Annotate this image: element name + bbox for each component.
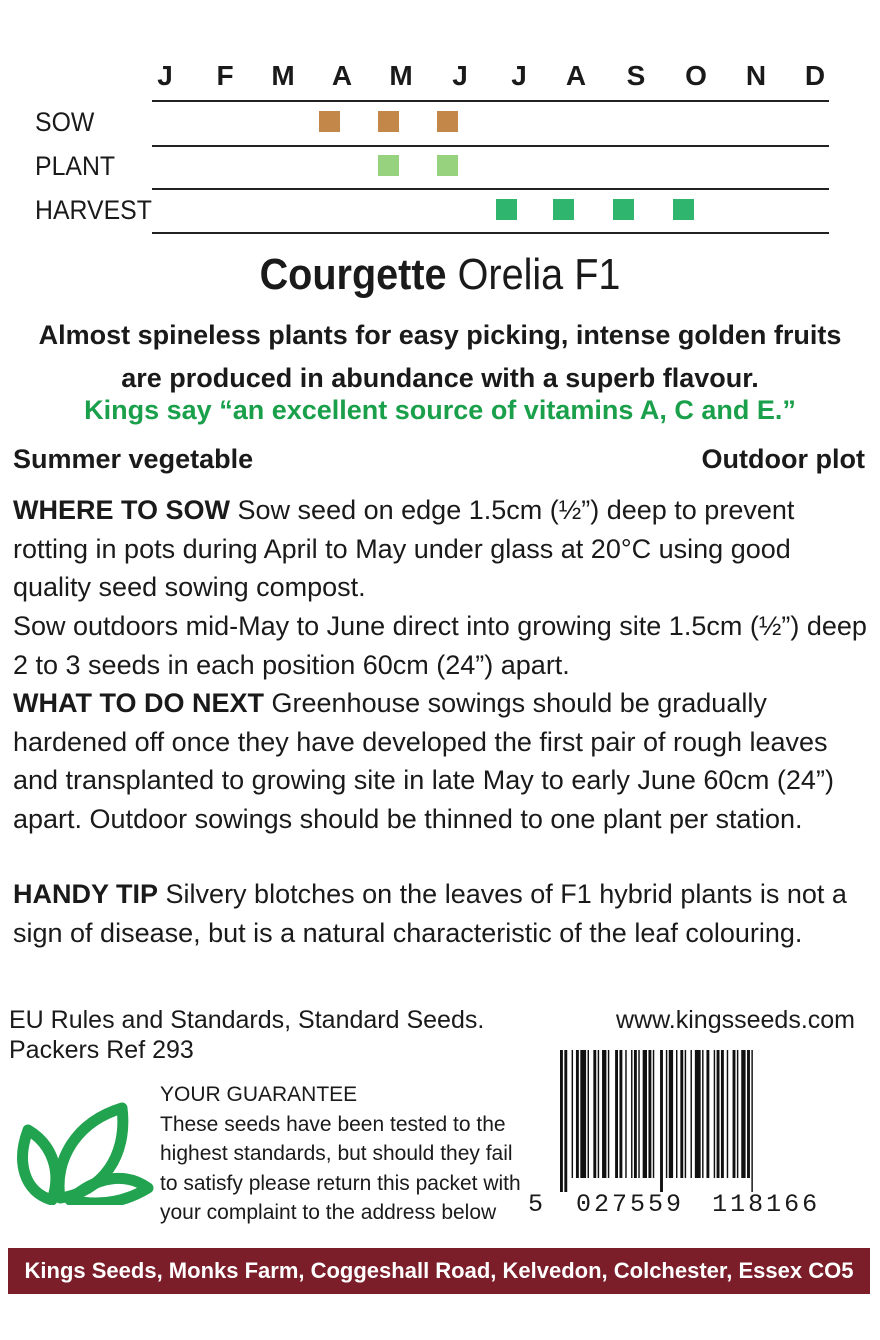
barcode-bar [602, 1050, 606, 1178]
handy-tip [13, 875, 873, 952]
month-label: A [565, 60, 587, 91]
barcode-bar [638, 1050, 639, 1178]
barcode-bar [588, 1050, 589, 1178]
barcode [560, 1050, 862, 1192]
month-label: N [745, 60, 767, 91]
where-text: Sow seed on edge 1.5cm (½”) deep to prevent rotting in pots during April to May under glass at 20°C using good quality seed sowing compost. [13, 495, 795, 602]
barcode-bar [660, 1050, 663, 1192]
barcode-bar [691, 1050, 692, 1178]
barcode-bar [685, 1050, 686, 1178]
product-name-variety: Orelia F1 [457, 250, 621, 299]
next-text: Greenhouse sowings should be gradually hardened off once they have developed the first pair of rough leaves and transplanted to growing site in late May to early June 60cm (24”) apart. Outdoor sowings should be thinned to one plant per station. [13, 688, 834, 834]
month-label: A [331, 60, 353, 91]
category-right: Outdoor plot [701, 444, 865, 474]
calendar-divider [152, 100, 829, 102]
where-heading: WHERE TO SOW [13, 495, 231, 525]
calendar-cell-harvest [553, 199, 574, 220]
packers-ref: Packers Ref 293 [9, 1036, 194, 1064]
month-label: M [271, 60, 295, 91]
product-name-bold: Courgette [259, 250, 447, 299]
barcode-bar [653, 1050, 654, 1178]
barcode-bar [666, 1050, 667, 1178]
barcode-bar [634, 1050, 637, 1178]
barcode-bar [717, 1050, 720, 1178]
barcode-bar [714, 1050, 715, 1178]
barcode-group-1: 027559 [576, 1190, 685, 1219]
website: www.kingsseeds.com [616, 1006, 855, 1034]
barcode-bar [619, 1050, 622, 1178]
barcode-bar [631, 1050, 632, 1178]
barcode-bar [615, 1050, 618, 1178]
month-label: J [452, 60, 468, 91]
guarantee-text: These seeds have been tested to the highest standards, but should they fail to satisfy please return this packet with your complaint to the address below [160, 1112, 521, 1224]
what-to-do-next [13, 684, 873, 838]
month-label: S [626, 60, 646, 91]
calendar-cell-harvest [613, 199, 634, 220]
tip-text: Silvery blotches on the leaves of F1 hybrid plants is not a sign of disease, but is a natural characteristic of the leaf colouring. [13, 879, 847, 948]
next-heading: WHAT TO DO NEXT [13, 688, 264, 718]
barcode-bar [608, 1050, 609, 1178]
calendar-divider [152, 232, 829, 234]
calendar-cell-harvest [496, 199, 517, 220]
barcode-bar [727, 1050, 728, 1178]
month-label: J [511, 60, 527, 91]
barcode-bar [721, 1050, 724, 1178]
outdoor-sowing: Sow outdoors mid-May to June direct into growing site 1.5cm (½”) deep 2 to 3 seeds in each position 60cm (24”) apart. [13, 611, 867, 680]
barcode-bar [648, 1050, 651, 1178]
where-to-sow [13, 491, 873, 607]
calendar-cell-sow [378, 111, 399, 132]
category-left: Summer vegetable [13, 444, 254, 474]
barcode-bar [643, 1050, 647, 1178]
barcode-bar [751, 1050, 752, 1192]
barcode-bar [676, 1050, 677, 1178]
barcode-bar [580, 1050, 586, 1178]
barcode-bar [702, 1050, 703, 1178]
barcode-bar [747, 1050, 750, 1178]
tip-heading: HANDY TIP [13, 879, 159, 909]
product-description [0, 314, 880, 400]
month-label: D [804, 60, 826, 91]
barcode-bar [598, 1050, 599, 1178]
product-title [44, 250, 836, 300]
barcode-bar [706, 1050, 709, 1178]
barcode-group-2: 118166 [712, 1190, 821, 1219]
calendar-cell-harvest [673, 199, 694, 220]
guarantee [160, 1080, 530, 1228]
month-label: F [216, 60, 234, 91]
calendar-cell-plant [378, 155, 399, 176]
month-label: O [685, 60, 707, 91]
calendar-divider [152, 188, 829, 190]
calendar-divider [152, 145, 829, 147]
barcode-bar [741, 1050, 745, 1178]
calendar-cell-sow [437, 111, 458, 132]
barcode-bar [572, 1050, 573, 1178]
footer-address: Kings Seeds, Monks Farm, Coggeshall Road, Kelvedon, Colchester, Essex CO5 9PG [8, 1248, 870, 1294]
calendar-cell-sow [319, 111, 340, 132]
description-line: Almost spineless plants for easy picking, intense golden fruits [38, 320, 842, 350]
barcode-bar [680, 1050, 683, 1178]
barcode-first-digit: 5 [528, 1190, 547, 1219]
barcode-bar [564, 1050, 567, 1192]
barcode-bar [625, 1050, 626, 1178]
kings-quote: Kings say “an excellent source of vitamins A, C and E.” [84, 395, 796, 425]
row-label-plant: PLANT [35, 151, 116, 181]
barcode-bar [576, 1050, 579, 1178]
barcode-bar [695, 1050, 701, 1178]
description-line: are produced in abundance with a superb flavour. [121, 363, 759, 393]
barcode-bar [737, 1050, 738, 1178]
barcode-bar [733, 1050, 736, 1178]
eu-rules: EU Rules and Standards, Standard Seeds. [9, 1006, 485, 1034]
barcode-bar [593, 1050, 596, 1178]
barcode-bar [669, 1050, 673, 1178]
calendar-cell-plant [437, 155, 458, 176]
guarantee-heading: YOUR GUARANTEE [160, 1083, 358, 1106]
barcode-digits [528, 1190, 868, 1219]
barcode-bar [560, 1050, 563, 1192]
row-label-harvest: HARVEST [35, 195, 152, 225]
month-label: J [157, 60, 173, 91]
month-label: M [389, 60, 413, 91]
leaf-logo-icon [10, 1100, 155, 1205]
row-label-sow: SOW [35, 107, 95, 137]
